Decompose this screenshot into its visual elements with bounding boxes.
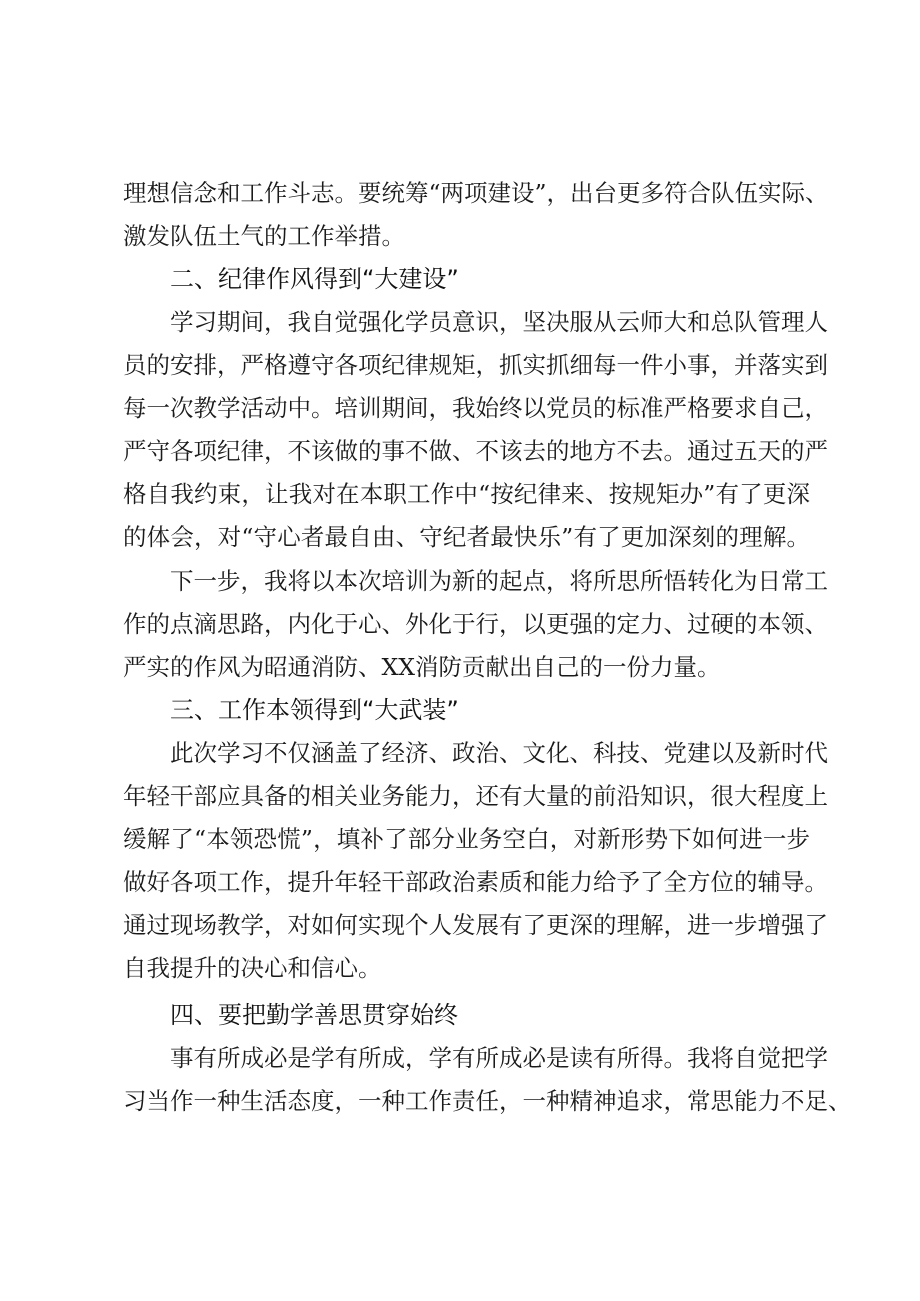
section-2-para1-line-1: 学习期间，我自觉强化学员意识，坚决服从云师大和总队管理人 (170, 308, 828, 336)
section-3-para1-line-3: 缓解了“本领恐慌”，填补了部分业务空白，对新形势下如何进一步 (123, 825, 810, 853)
section-3-para1-line-4: 做好各项工作，提升年轻干部政治素质和能力给予了全方位的辅导。 (123, 868, 828, 896)
section-4-heading: 四、要把勤学善思贯穿始终 (170, 1001, 458, 1029)
section-4-para1-line-2: 习当作一种生活态度，一种工作责任，一种精神追求，常思能力不足、 (123, 1087, 852, 1115)
section-2-para2-line-2: 作的点滴思路，内化于心、外化于行，以更强的定力、过硬的本领、 (123, 610, 828, 638)
section-2-heading: 二、纪律作风得到“大建设” (170, 265, 459, 293)
section-2-para1-line-2: 员的安排，严格遵守各项纪律规矩，抓实抓细每一件小事，并落实到 (123, 351, 828, 379)
section-3-para1-line-5: 通过现场教学，对如何实现个人发展有了更深的理解，进一步增强了 (123, 911, 828, 939)
section-2-para1-line-6: 的体会，对“守心者最自由、守纪者最快乐”有了更加深刻的理解。 (123, 523, 810, 551)
intro-line-1: 理想信念和工作斗志。要统筹“两项建设”，出台更多符合队伍实际、 (123, 179, 829, 207)
section-3-para1-line-6: 自我提升的决心和信心。 (123, 954, 382, 982)
section-2-para1-line-4: 严守各项纪律，不该做的事不做、不该去的地方不去。通过五天的严 (123, 437, 828, 465)
section-3-heading: 三、工作本领得到“大武装” (170, 696, 459, 724)
section-2-para2-line-3: 严实的作风为昭通消防、XX消防贡献出自己的一份力量。 (123, 653, 721, 681)
section-3-para1-line-2: 年轻干部应具备的相关业务能力，还有大量的前沿知识，很大程度上 (123, 782, 828, 810)
section-4-para1-line-1: 事有所成必是学有所成，学有所成必是读有所得。我将自觉把学 (170, 1044, 828, 1072)
section-3-para1-line-1: 此次学习不仅涵盖了经济、政治、文化、科技、党建以及新时代 (170, 739, 828, 767)
section-2-para1-line-3: 每一次教学活动中。培训期间，我始终以党员的标准严格要求自己， (123, 394, 828, 422)
section-2-para2-line-1: 下一步，我将以本次培训为新的起点，将所思所悟转化为日常工 (170, 567, 828, 595)
section-2-para1-line-5: 格自我约束，让我对在本职工作中“按纪律来、按规矩办”有了更深 (123, 480, 810, 508)
intro-line-2: 激发队伍土气的工作举措。 (123, 222, 405, 250)
